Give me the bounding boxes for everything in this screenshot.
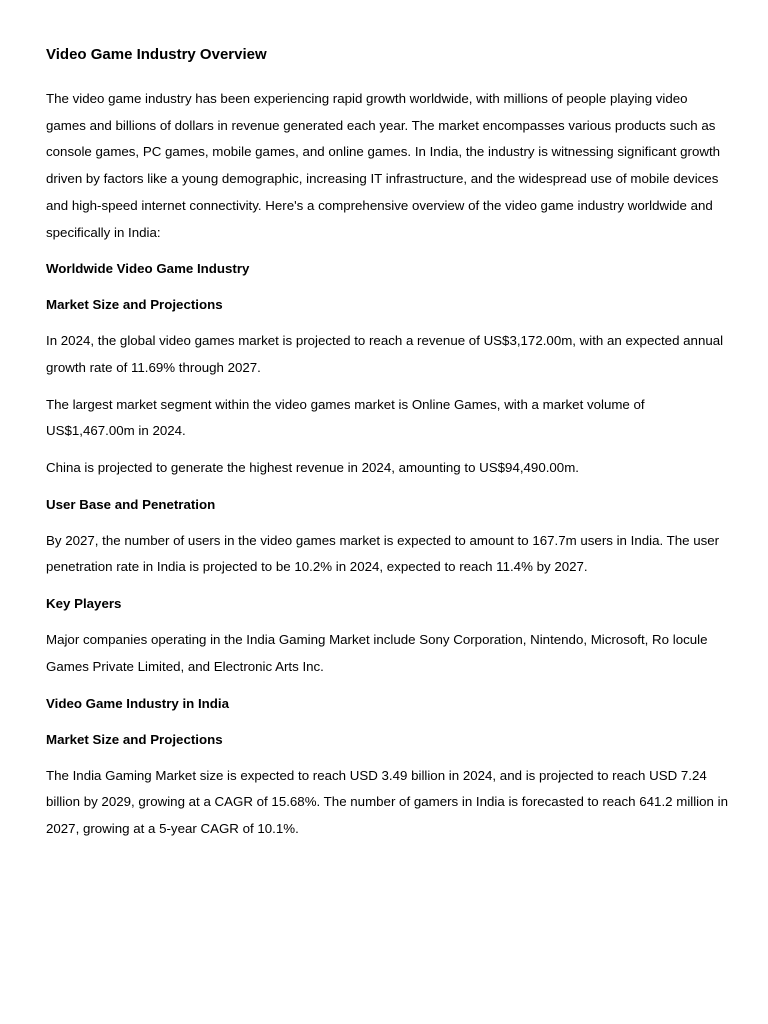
india-market-paragraph: The India Gaming Market size is expected to reach USD 3.49 billion in 2024, and is projected to reach USD 7.24 billion by 2029, growing at a CAGR of 15.68%. The number of gamers in India is forecasted to reach 641.2 million in 2027, growing at a 5-year CAGR of 10.1%. [46,767,728,836]
india-market-heading: Market Size and Projections [46,731,223,747]
user-base-paragraph: By 2027, the number of users in the video games market is expected to amount to 167.7m users in India. The user penetration rate in India is projected to be 10.2% in 2024, expected to reach 11.4% by 2027. [46,532,720,575]
intro-paragraph: The video game industry has been experiencing rapid growth worldwide, with millions of people playing video games and billions of dollars in revenue generated each year. The market encompasses various products such as console games, PC games, mobile games, and online games. In India, the industry is witnessing significant growth driven by factors like a young demographic, increasing IT infrastructure, and the widespread use of mobile devices and high-speed internet connectivity. Here's a comprehensive overview of the video game industry worldwide and specifically in India: [46,91,721,240]
worldwide-market-paragraph-1: In 2024, the global video games market is projected to reach a revenue of US$3,172.00m, with an expected annual growth rate of 11.69% through 2027. [46,333,724,375]
key-players-paragraph: Major companies operating in the India Gaming Market include Sony Corporation, Nintendo, Microsoft, Ro locule Games Private Limited, and Electronic Arts Inc. [46,632,708,674]
user-base-heading: User Base and Penetration [46,496,216,512]
key-players-heading: Key Players [46,596,122,612]
worldwide-market-heading: Market Size and Projections [46,297,223,313]
worldwide-section-heading: Worldwide Video Game Industry [46,261,250,277]
worldwide-market-paragraph-3: China is projected to generate the highest revenue in 2024, amounting to US$94,490.00m. [46,460,579,476]
india-section-heading: Video Game Industry in India [46,695,229,711]
page-title: Video Game Industry Overview [46,46,267,63]
worldwide-market-paragraph-2: The largest market segment within the video games market is Online Games, with a market volume of US$1,467.00m in 2024. [46,396,645,439]
